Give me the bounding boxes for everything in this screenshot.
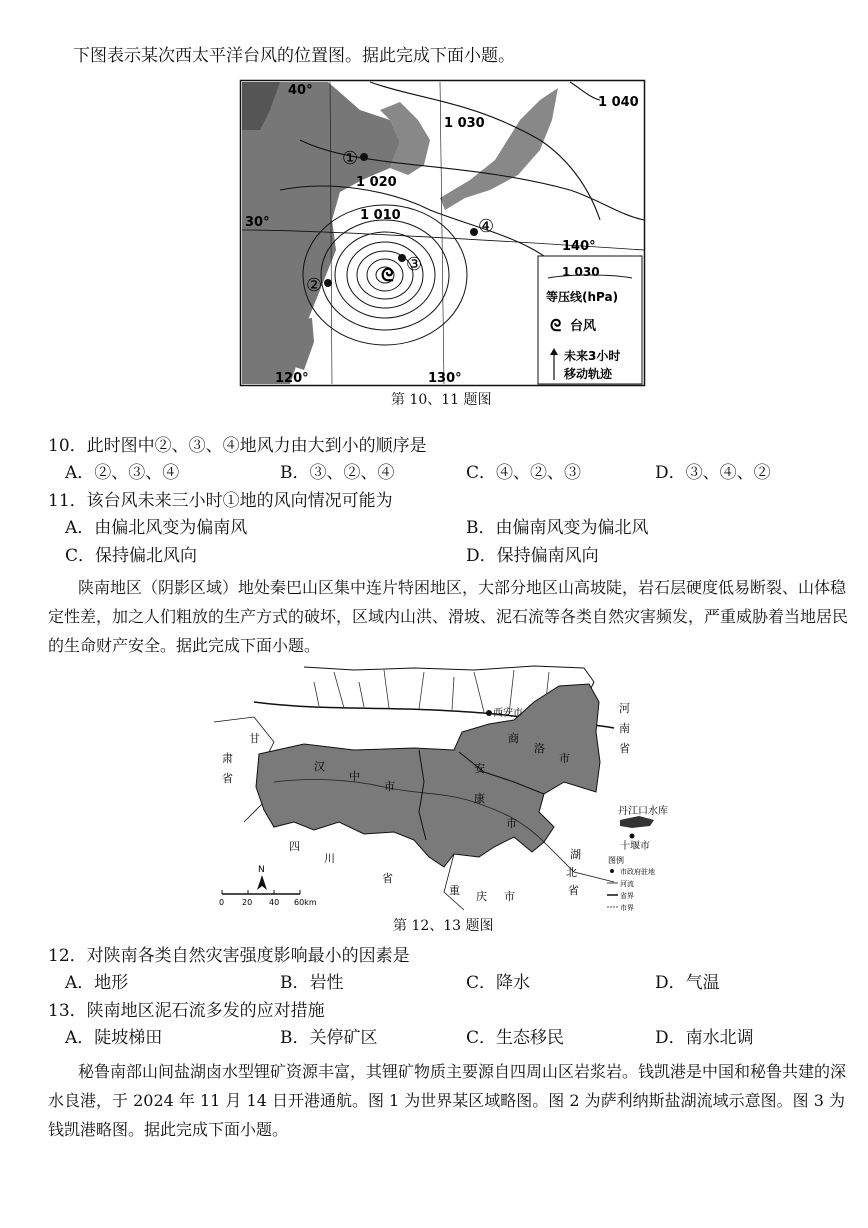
gansu-char-1: 甘 <box>249 732 260 745</box>
north-arrow-label: N <box>258 865 265 875</box>
shaanxi-map <box>214 662 668 912</box>
hanzhong-char-2: 中 <box>349 770 360 783</box>
legend-typhoon-icon: ᘓ <box>550 316 562 335</box>
intro-typhoon: 下图表示某次西太平洋台风的位置图。据此完成下面小题。 <box>73 46 515 66</box>
q11-option-c[interactable]: C．保持偏北风向 <box>65 546 198 566</box>
scale-60km: 60km <box>294 898 317 907</box>
isobar-1010-label: 1 010 <box>360 208 401 223</box>
sichuan-char-2: 川 <box>324 852 335 865</box>
q12-option-c[interactable]: C．降水 <box>466 973 531 993</box>
isobar-1040-label: 1 040 <box>598 95 639 110</box>
lat-30-label: 30° <box>245 215 270 230</box>
hanzhong-char-3: 市 <box>384 780 395 793</box>
typhoon-map <box>240 80 645 386</box>
lon-130-label: 130° <box>428 371 462 386</box>
q12-option-d[interactable]: D．气温 <box>655 973 720 993</box>
typhoon-legend <box>538 256 642 384</box>
henan-char-2: 南 <box>619 722 630 735</box>
shangluo-char-3: 市 <box>559 752 570 765</box>
chongqing-char-1: 重 <box>449 884 460 897</box>
q13-option-d[interactable]: D．南水北调 <box>655 1028 754 1048</box>
legend-move-line1: 未来3小时 <box>564 349 621 363</box>
danjiang-label: 丹江口水库 <box>618 806 668 817</box>
legend-move-line2: 移动轨迹 <box>564 367 613 381</box>
q10-option-b[interactable]: B．③、②、④ <box>280 463 395 483</box>
q11-option-a[interactable]: A．由偏北风变为偏南风 <box>65 518 248 538</box>
legend2-title: 图例 <box>608 856 624 865</box>
legend2-river: 河流 <box>620 880 634 888</box>
legend2-city: 市界 <box>620 904 634 912</box>
shangluo-char-1: 商 <box>508 732 519 745</box>
typhoon-center-icon: ᘓ <box>381 265 394 286</box>
sichuan-char-3: 省 <box>382 872 393 885</box>
shaanxi-legend <box>607 855 655 912</box>
point-2-dot <box>324 279 332 287</box>
isobar-1020-label: 1 020 <box>356 175 397 190</box>
lon-140-label: 140° <box>562 239 596 254</box>
hubei-char-2: 北 <box>566 866 577 879</box>
point-3-label: ③ <box>406 254 423 275</box>
q13-option-a[interactable]: A．陡坡梯田 <box>65 1028 163 1048</box>
q13-option-c[interactable]: C．生态移民 <box>466 1028 565 1048</box>
intro-shaanxi: 陕南地区（阴影区域）地处秦巴山区集中连片特困地区，大部分地区山高坡陡，岩石层硬度低易断裂、山体稳定性差，加之人们粗放的生产方式的破坏，区域内山洪、滑坡、泥石流等各类自然灾害频发，严重威胁着当地居民的生命财产安全。据此完成下面小题。 <box>48 578 849 655</box>
hanzhong-char-1: 汉 <box>314 760 325 773</box>
q12-option-b[interactable]: B．岩性 <box>280 973 344 993</box>
point-3-dot <box>398 254 406 262</box>
shangluo-char-2: 洛 <box>534 742 545 755</box>
henan-char-1: 河 <box>619 702 630 715</box>
scale-bar <box>219 890 317 907</box>
gansu-char-2: 肃 <box>222 752 233 765</box>
q12-stem: 12．对陕南各类自然灾害强度影响最小的因素是 <box>48 946 410 966</box>
ankang-char-3: 市 <box>506 817 517 830</box>
scale-40: 40 <box>269 898 280 907</box>
xian-dot <box>486 710 492 716</box>
sichuan-char-1: 四 <box>289 840 300 853</box>
legend-value: 1 030 <box>562 265 600 279</box>
point-4-label: ④ <box>478 216 495 237</box>
point-1-label: ① <box>342 148 359 169</box>
chongqing-char-3: 市 <box>504 890 515 903</box>
q12-option-a[interactable]: A．地形 <box>65 973 129 993</box>
legend-isobar: 等压线(hPa) <box>546 290 619 304</box>
gansu-char-3: 省 <box>222 772 233 785</box>
q10-option-d[interactable]: D．③、④、② <box>655 463 771 483</box>
lon-120-label: 120° <box>275 371 309 386</box>
isobar-1030-label: 1 030 <box>444 116 485 131</box>
ankang-char-2: 康 <box>474 792 485 805</box>
q10-option-c[interactable]: C．④、②、③ <box>466 463 582 483</box>
q10-stem: 10．此时图中②、③、④地风力由大到小的顺序是 <box>48 436 427 456</box>
chongqing-char-2: 庆 <box>476 890 487 903</box>
q13-option-b[interactable]: B．关停矿区 <box>280 1028 378 1048</box>
henan-char-3: 省 <box>619 742 630 755</box>
hubei-char-1: 湖 <box>570 848 581 861</box>
danjiangkou-reservoir <box>620 816 654 828</box>
point-4-dot <box>470 228 478 236</box>
q11-option-d[interactable]: D．保持偏南风向 <box>466 546 599 566</box>
scale-20: 20 <box>242 898 253 907</box>
shaded-southern-shaanxi <box>256 684 600 867</box>
hubei-char-3: 省 <box>568 884 579 897</box>
figure-caption-1: 第 10、11 题图 <box>391 392 492 408</box>
ankang-char-1: 安 <box>474 762 485 775</box>
lat-40-label: 40° <box>288 83 313 98</box>
q11-option-b[interactable]: B．由偏南风变为偏北风 <box>466 518 649 538</box>
q10-option-a[interactable]: A．②、③、④ <box>65 463 180 483</box>
legend2-seat: 市政府驻地 <box>620 868 655 876</box>
xian-label: 西安市 <box>493 708 523 719</box>
point-2-label: ② <box>306 275 323 296</box>
figure-caption-2: 第 12、13 题图 <box>393 918 494 934</box>
intro-peru: 秘鲁南部山间盐湖卤水型锂矿资源丰富，其锂矿物质主要源自四周山区岩浆岩。钱凯港是中国和秘鲁共建的深水良港，于 2024 年 11 月 14 日开港通航。图 1 为世界某区域略图。图 2 为萨利纳斯盐湖流域示意图。图 3 为钱凯港略图。据此完成下面小题。 <box>48 1062 847 1139</box>
shiyan-label: 十堰市 <box>620 841 650 852</box>
north-arrow-icon <box>257 875 267 890</box>
shiyan-dot <box>630 834 635 839</box>
legend2-prov: 省界 <box>620 892 634 900</box>
q13-stem: 13．陕南地区泥石流多发的应对措施 <box>48 1001 325 1021</box>
legend-typhoon: 台风 <box>570 319 597 334</box>
scale-0: 0 <box>219 898 225 907</box>
point-1-dot <box>360 153 368 161</box>
q11-stem: 11．该台风未来三小时①地的风向情况可能为 <box>48 491 393 511</box>
